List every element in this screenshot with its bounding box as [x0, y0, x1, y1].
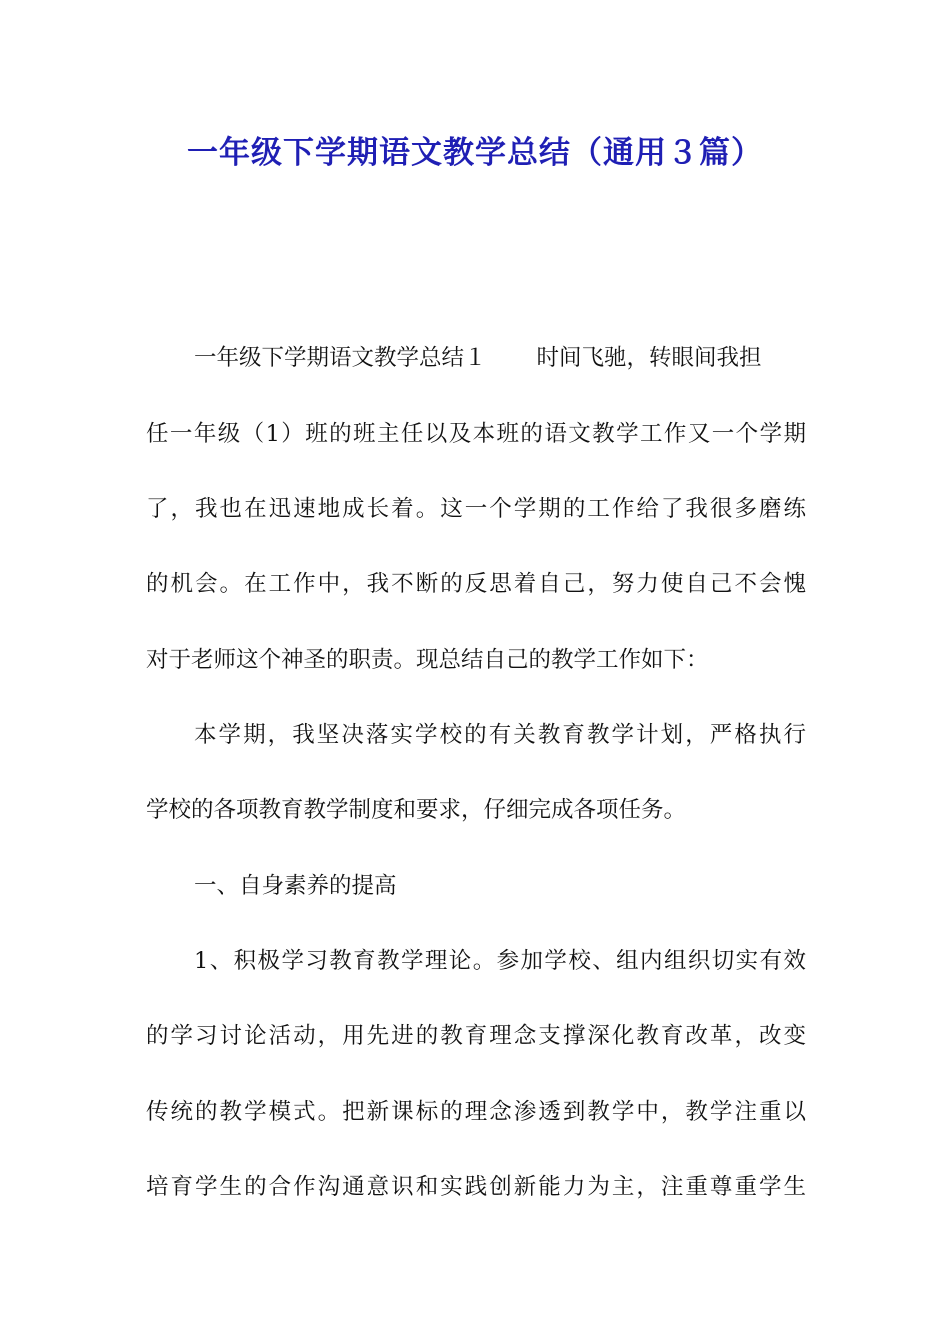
paragraph-line-1 — [194, 338, 806, 378]
paragraph-line-9: 1、积极学习教育教学理论。参加学校、组内组织切实有效 — [194, 948, 806, 974]
paragraph-line-3: 了，我也在迅速地成长着。这一个学期的工作给了我很多磨练 — [146, 496, 806, 522]
document-title: 一年级下学期语文教学总结（通用３篇） — [187, 135, 763, 171]
paragraph-line-2: 任一年级（1）班的班主任以及本班的语文教学工作又一个学期 — [146, 421, 806, 447]
paragraph-line-10: 的学习讨论活动，用先进的教育理念支撑深化教育改革，改变 — [146, 1023, 806, 1049]
paragraph-line-12: 培育学生的合作沟通意识和实践创新能力为主，注重尊重学生 — [146, 1174, 806, 1200]
paragraph-line-7: 学校的各项教育教学制度和要求，仔细完成各项任务。 — [146, 797, 687, 823]
paragraph-text: 时间飞驰，转眼间我担 — [536, 345, 762, 371]
section-heading-1: 一年级下学期语文教学总结１ — [194, 345, 487, 371]
paragraph-line-11: 传统的教学模式。把新课标的理念渗透到教学中，教学注重以 — [146, 1099, 806, 1125]
paragraph-line-6: 本学期，我坚决落实学校的有关教育教学计划，严格执行 — [194, 722, 806, 748]
paragraph-line-5: 对于老师这个神圣的职责。现总结自己的教学工作如下： — [146, 647, 709, 673]
section-heading-2: 一、自身素养的提高 — [194, 873, 397, 899]
paragraph-line-4: 的机会。在工作中，我不断的反思着自己，努力使自己不会愧 — [146, 571, 806, 597]
